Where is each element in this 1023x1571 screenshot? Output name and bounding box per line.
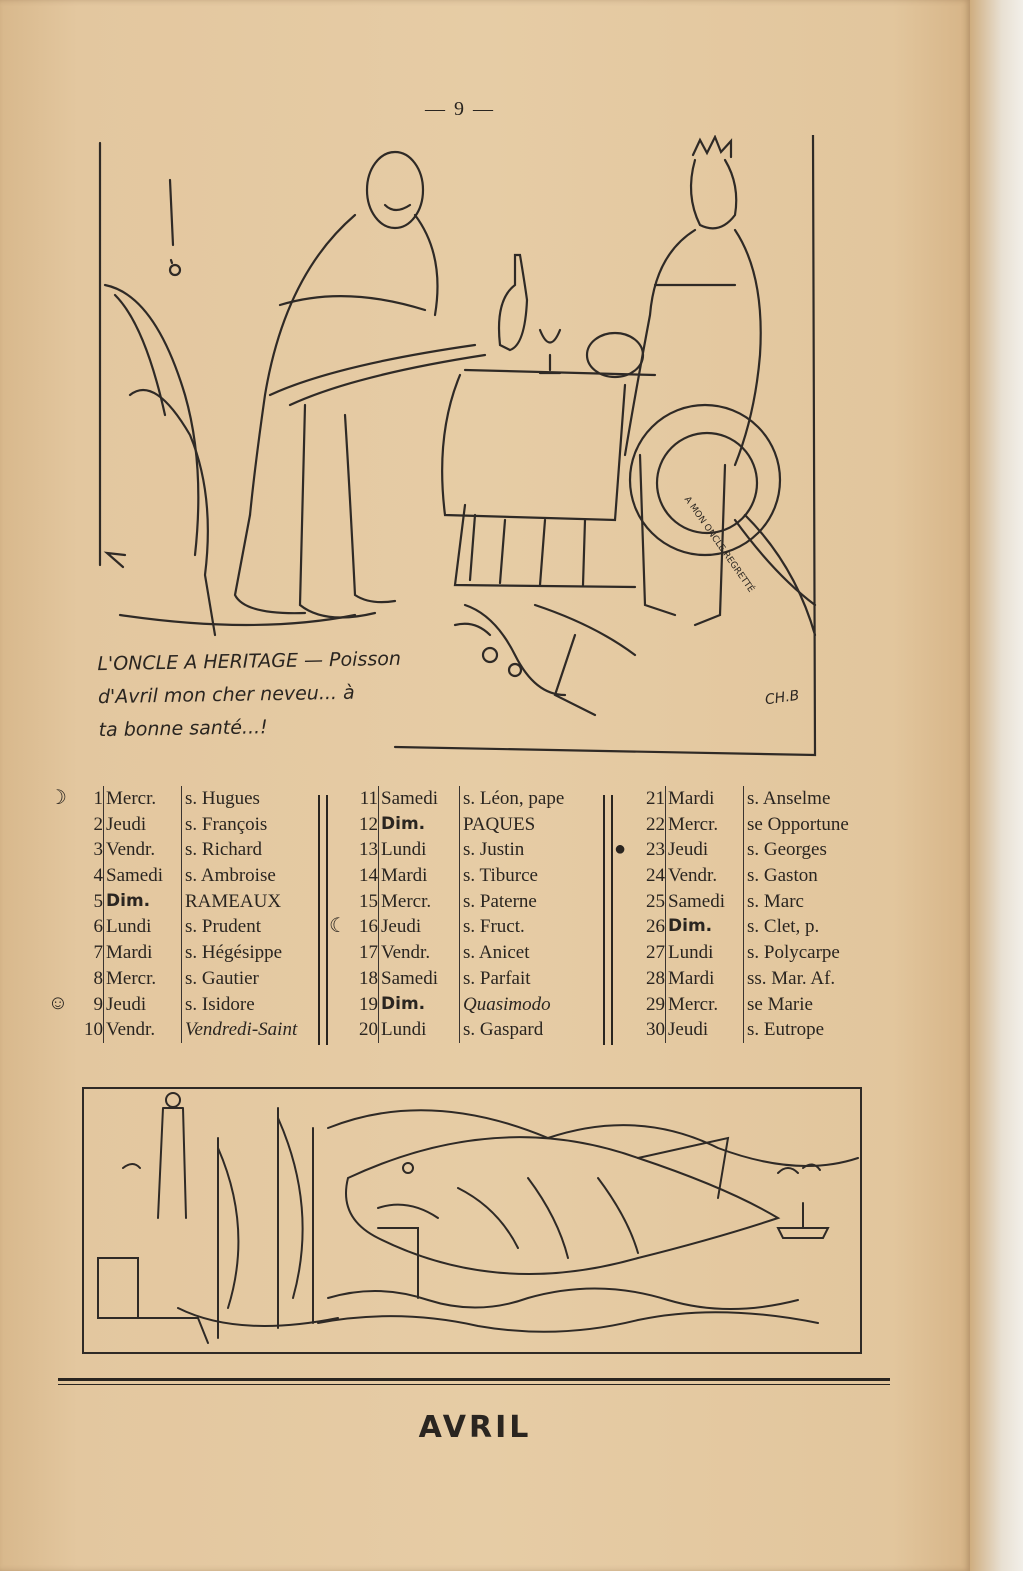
weekday-name: Vendr. bbox=[103, 837, 181, 863]
day-number: 7 bbox=[93, 942, 103, 964]
harbor-fish-illustration bbox=[78, 1068, 866, 1363]
saint-name: Vendredi-Saint bbox=[181, 1017, 335, 1043]
day-number-cell bbox=[328, 940, 378, 966]
moon-phase-icon: ☽ bbox=[49, 786, 67, 809]
calendar-day-row bbox=[328, 992, 613, 1018]
day-number-cell bbox=[610, 992, 665, 1018]
day-number-cell bbox=[328, 966, 378, 992]
day-number: 5 bbox=[93, 890, 103, 912]
day-number: 4 bbox=[93, 865, 103, 887]
day-number-cell bbox=[610, 914, 665, 940]
weekday-name: Jeudi bbox=[378, 914, 459, 940]
day-number-cell bbox=[610, 1017, 665, 1043]
weekday-name: Mercr. bbox=[103, 966, 181, 992]
calendar-day-row bbox=[328, 940, 613, 966]
calendar-day-row bbox=[48, 837, 335, 863]
day-number-cell bbox=[48, 1017, 103, 1043]
day-number-cell bbox=[610, 786, 665, 812]
day-number: 8 bbox=[93, 967, 103, 989]
weekday-name: Mardi bbox=[665, 966, 743, 992]
day-number-cell bbox=[610, 966, 665, 992]
calendar-column-1 bbox=[48, 786, 335, 1043]
day-number: 30 bbox=[646, 1019, 665, 1041]
day-number-cell bbox=[610, 812, 665, 838]
calendar-day-row bbox=[610, 889, 897, 915]
day-number-cell bbox=[48, 889, 103, 915]
saint-name: s. Gaston bbox=[743, 863, 897, 889]
weekday-name: Vendr. bbox=[665, 863, 743, 889]
day-number: 14 bbox=[359, 865, 378, 887]
calendar-day-row bbox=[48, 812, 335, 838]
calendar-day-row bbox=[328, 1017, 613, 1043]
calendar-day-row bbox=[328, 966, 613, 992]
saint-name: s. Justin bbox=[459, 837, 613, 863]
day-number: 16 bbox=[359, 916, 378, 938]
day-number-cell bbox=[48, 914, 103, 940]
page-edge bbox=[970, 0, 1023, 1571]
day-number: 27 bbox=[646, 942, 665, 964]
saint-name: s. Isidore bbox=[181, 992, 335, 1018]
saint-name: s. Gaspard bbox=[459, 1017, 613, 1043]
saint-name: Quasimodo bbox=[459, 992, 613, 1018]
weekday-name: Lundi bbox=[378, 1017, 459, 1043]
calendar-day-row bbox=[328, 889, 613, 915]
saint-name: s. Ambroise bbox=[181, 863, 335, 889]
day-number: 3 bbox=[93, 839, 103, 861]
day-number-cell bbox=[48, 863, 103, 889]
saint-name: RAMEAUX bbox=[181, 889, 335, 915]
saint-name: s. Gautier bbox=[181, 966, 335, 992]
day-number: 21 bbox=[646, 788, 665, 809]
artist-signature: CH.B bbox=[764, 687, 801, 709]
calendar-day-row bbox=[610, 837, 897, 863]
saint-name: s. Richard bbox=[181, 837, 335, 863]
weekday-name: Lundi bbox=[378, 837, 459, 863]
day-number-cell bbox=[328, 1017, 378, 1043]
day-number-cell bbox=[610, 837, 665, 863]
saint-name: s. Paterne bbox=[459, 889, 613, 915]
weekday-name: Dim. bbox=[378, 812, 459, 838]
saint-name: s. Prudent bbox=[181, 914, 335, 940]
day-number: 25 bbox=[646, 890, 665, 912]
calendar-day-row bbox=[610, 992, 897, 1018]
saint-name: s. Hégésippe bbox=[181, 940, 335, 966]
day-number: 24 bbox=[646, 865, 665, 887]
day-number-cell bbox=[48, 940, 103, 966]
day-number-cell bbox=[48, 837, 103, 863]
weekday-name: Samedi bbox=[378, 786, 459, 812]
weekday-name: Jeudi bbox=[103, 992, 181, 1018]
day-number-cell bbox=[610, 889, 665, 915]
calendar-column-2 bbox=[328, 786, 613, 1043]
calendar-day-row bbox=[48, 992, 335, 1018]
calendar-day-row bbox=[48, 889, 335, 915]
saint-name: s. Hugues bbox=[181, 786, 335, 812]
saint-name: s. Clet, p. bbox=[743, 914, 897, 940]
caption-line: d'Avril mon cher neveu... à bbox=[97, 681, 355, 709]
day-number: 15 bbox=[359, 890, 378, 912]
weekday-name: Lundi bbox=[103, 914, 181, 940]
weekday-name: Mardi bbox=[665, 786, 743, 812]
day-number-cell bbox=[48, 786, 103, 812]
wreath-ribbon-text: A MON ONCLE REGRETTÉ bbox=[681, 495, 756, 595]
day-number-cell bbox=[610, 863, 665, 889]
caption-line: L'ONCLE A HERITAGE — Poisson bbox=[97, 647, 402, 676]
day-number: 22 bbox=[646, 813, 665, 835]
weekday-name: Jeudi bbox=[103, 812, 181, 838]
divider-rule bbox=[58, 1378, 890, 1381]
day-number-cell bbox=[328, 863, 378, 889]
month-title: AVRIL bbox=[418, 1410, 532, 1445]
day-number: 2 bbox=[93, 813, 103, 835]
day-number: 18 bbox=[359, 967, 378, 989]
day-number-cell bbox=[48, 812, 103, 838]
day-number-cell bbox=[328, 837, 378, 863]
saint-name: ss. Mar. Af. bbox=[743, 966, 897, 992]
day-number: 9 bbox=[93, 993, 103, 1015]
calendar-day-row bbox=[48, 1017, 335, 1043]
day-number-cell bbox=[328, 889, 378, 915]
day-number: 1 bbox=[93, 788, 103, 809]
day-number-cell bbox=[328, 914, 378, 940]
saint-name: s. Fruct. bbox=[459, 914, 613, 940]
weekday-name: Dim. bbox=[103, 889, 181, 915]
saint-name: se Opportune bbox=[743, 812, 897, 838]
saint-name: s. Léon, pape bbox=[459, 786, 613, 812]
page-number: — 9 — bbox=[425, 98, 495, 120]
weekday-name: Vendr. bbox=[103, 1017, 181, 1043]
calendar-day-row bbox=[48, 786, 335, 812]
calendar-day-row bbox=[610, 914, 897, 940]
day-number-cell bbox=[48, 966, 103, 992]
day-number-cell bbox=[328, 812, 378, 838]
day-number: 29 bbox=[646, 993, 665, 1015]
weekday-name: Mardi bbox=[103, 940, 181, 966]
weekday-name: Lundi bbox=[665, 940, 743, 966]
calendar-day-row bbox=[48, 966, 335, 992]
calendar-day-row bbox=[48, 914, 335, 940]
saint-name: s. Anicet bbox=[459, 940, 613, 966]
saint-name: s. François bbox=[181, 812, 335, 838]
saint-name: se Marie bbox=[743, 992, 897, 1018]
calendar-day-row bbox=[328, 837, 613, 863]
weekday-name: Samedi bbox=[103, 863, 181, 889]
calendar-day-row bbox=[328, 786, 613, 812]
day-number: 12 bbox=[359, 813, 378, 835]
calendar-day-row bbox=[610, 863, 897, 889]
day-number: 6 bbox=[93, 916, 103, 938]
day-number-cell bbox=[328, 786, 378, 812]
day-number-cell bbox=[48, 992, 103, 1018]
day-number: 28 bbox=[646, 967, 665, 989]
saint-name: s. Parfait bbox=[459, 966, 613, 992]
cartoon-caption bbox=[97, 642, 459, 747]
weekday-name: Mardi bbox=[378, 863, 459, 889]
day-number-cell bbox=[610, 940, 665, 966]
day-number: 13 bbox=[359, 839, 378, 861]
calendar-day-row bbox=[610, 786, 897, 812]
saint-name: s. Anselme bbox=[743, 786, 897, 812]
calendar-column-3 bbox=[610, 786, 897, 1043]
day-number: 19 bbox=[359, 993, 378, 1015]
weekday-name: Jeudi bbox=[665, 837, 743, 863]
calendar-day-row bbox=[48, 940, 335, 966]
weekday-name: Mercr. bbox=[378, 889, 459, 915]
weekday-name: Jeudi bbox=[665, 1017, 743, 1043]
weekday-name: Mercr. bbox=[665, 812, 743, 838]
saint-name: s. Georges bbox=[743, 837, 897, 863]
caption-line: ta bonne santé...! bbox=[98, 716, 268, 742]
weekday-name: Mercr. bbox=[103, 786, 181, 812]
saint-name: s. Eutrope bbox=[743, 1017, 897, 1043]
saint-name: s. Marc bbox=[743, 889, 897, 915]
divider-rule bbox=[58, 1384, 890, 1385]
day-number: 20 bbox=[359, 1019, 378, 1041]
calendar-day-row bbox=[328, 812, 613, 838]
weekday-name: Samedi bbox=[665, 889, 743, 915]
moon-phase-icon: ☺ bbox=[47, 992, 69, 1015]
saint-name: PAQUES bbox=[459, 812, 613, 838]
day-number: 11 bbox=[359, 788, 378, 809]
day-number: 10 bbox=[84, 1019, 103, 1041]
calendar-day-row bbox=[610, 940, 897, 966]
calendar-day-row bbox=[48, 863, 335, 889]
moon-phase-icon: ☾ bbox=[329, 915, 347, 938]
weekday-name: Samedi bbox=[378, 966, 459, 992]
calendar-day-row bbox=[610, 1017, 897, 1043]
saint-name: s. Polycarpe bbox=[743, 940, 897, 966]
calendar-day-row bbox=[328, 914, 613, 940]
weekday-name: Mercr. bbox=[665, 992, 743, 1018]
saint-name: s. Tiburce bbox=[459, 863, 613, 889]
day-number: 26 bbox=[646, 916, 665, 938]
calendar-day-row bbox=[610, 966, 897, 992]
weekday-name: Vendr. bbox=[378, 940, 459, 966]
weekday-name: Dim. bbox=[378, 992, 459, 1018]
day-number: 17 bbox=[359, 942, 378, 964]
weekday-name: Dim. bbox=[665, 914, 743, 940]
day-number: 23 bbox=[646, 839, 665, 861]
moon-phase-icon: ● bbox=[613, 838, 627, 861]
calendar-day-row bbox=[610, 812, 897, 838]
day-number-cell bbox=[328, 992, 378, 1018]
calendar-day-row bbox=[328, 863, 613, 889]
